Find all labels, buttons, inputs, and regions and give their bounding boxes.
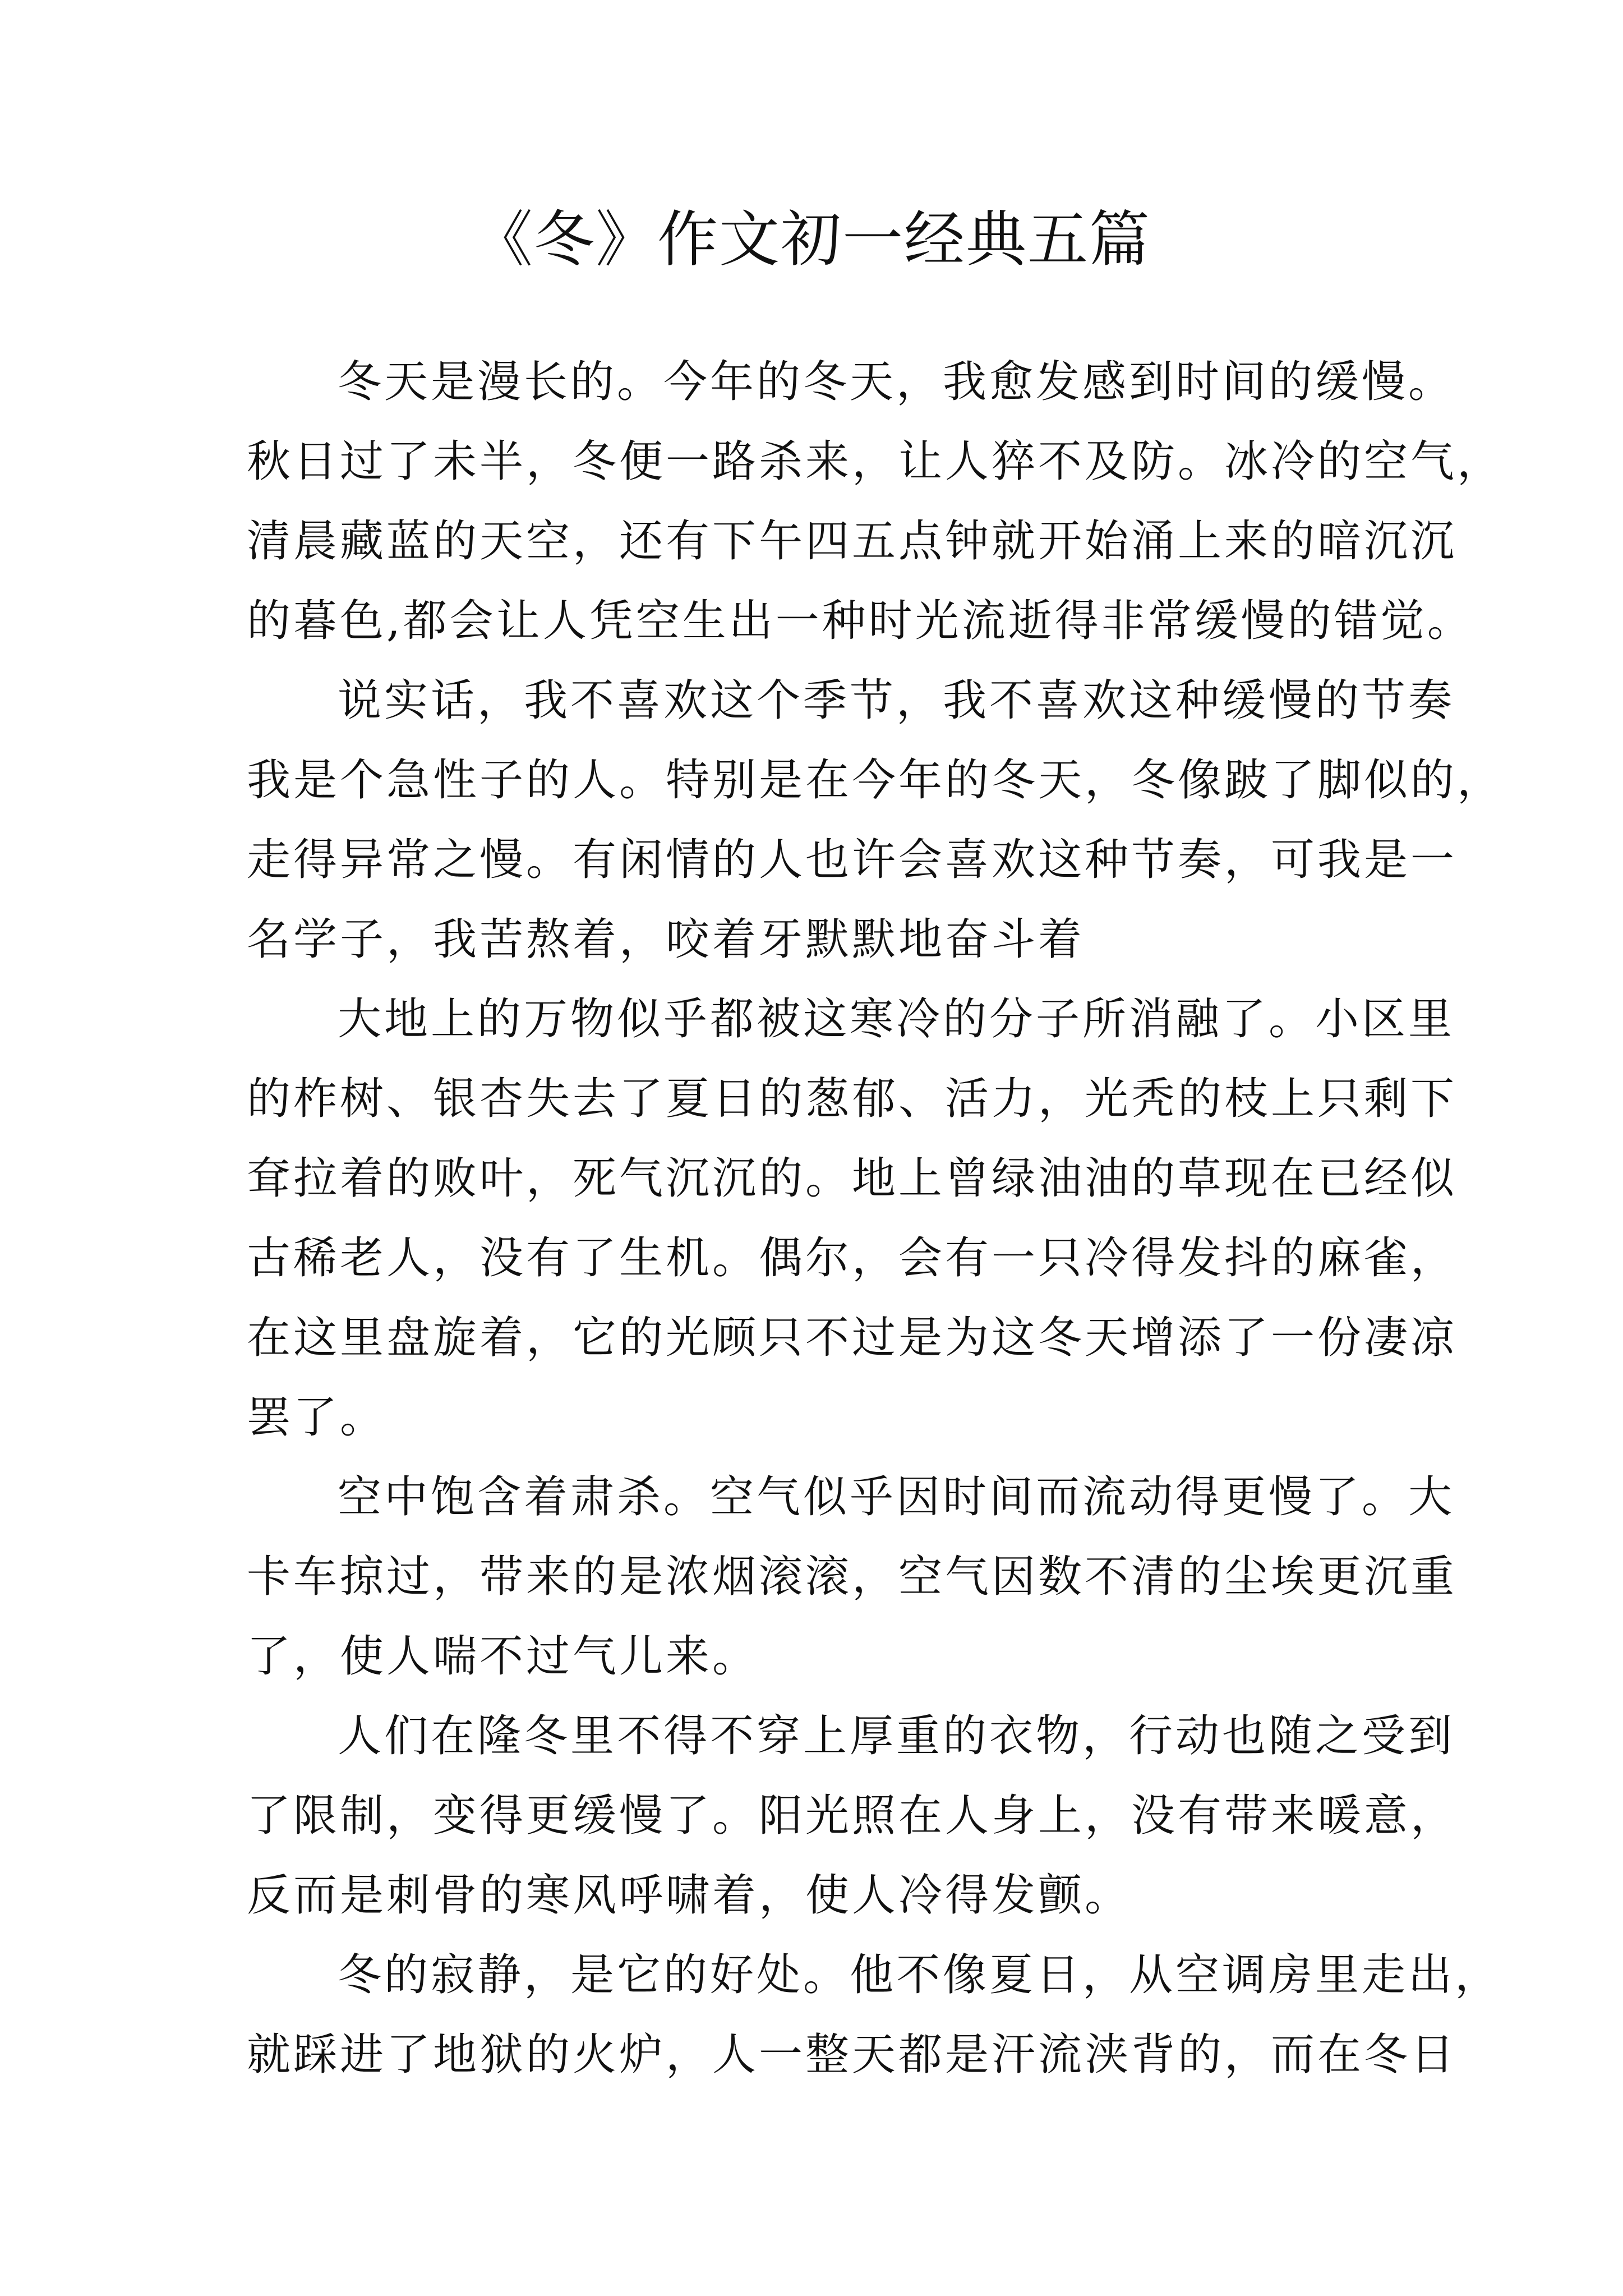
text-line: 了，使人喘不过气儿来。	[247, 1631, 759, 1682]
text-line: 大地上的万物似乎都被这寒冷的分子所消融了。小区里	[338, 994, 1455, 1045]
text-line: 冬天是漫长的。今年的冬天，我愈发感到时间的缓慢。	[338, 357, 1455, 407]
text-line: 的柞树、银杏失去了夏日的葱郁、活力，光秃的枝上只剩下	[247, 1074, 1458, 1124]
text-line: 冬的寂静，是它的好处。他不像夏日，从空调房里走出，	[338, 1950, 1502, 2000]
text-line: 空中饱含着肃杀。空气似乎因时间而流动得更慢了。大	[338, 1472, 1455, 1522]
document-body	[247, 342, 1504, 2095]
text-line: 走得异常之慢。有闲情的人也许会喜欢这种节奏，可我是一	[247, 835, 1458, 885]
text-line: 卡车掠过，带来的是浓烟滚滚，空气因数不清的尘埃更沉重	[247, 1552, 1458, 1602]
text-line: 耷拉着的败叶，死气沉沉的。地上曾绿油油的草现在已经似	[247, 1153, 1458, 1204]
text-line: 在这里盘旋着，它的光顾只不过是为这冬天增添了一份凄凉	[247, 1313, 1458, 1363]
text-line: 名学子，我苦熬着，咬着牙默默地奋斗着	[247, 914, 1085, 965]
text-line: 说实话，我不喜欢这个季节，我不喜欢这种缓慢的节奏	[338, 675, 1455, 726]
text-line: 的暮色,都会让人凭空生出一种时光流逝得非常缓慢的错觉。	[247, 596, 1474, 646]
document-title: 《冬》作文初一经典五篇	[472, 205, 1151, 275]
text-line: 人们在隆冬里不得不穿上厚重的衣物，行动也随之受到	[338, 1711, 1455, 1761]
text-line: 反而是刺骨的寒风呼啸着，使人冷得发颤。	[247, 1870, 1132, 1921]
text-line: 了限制，变得更缓慢了。阳光照在人身上，没有带来暖意，	[247, 1791, 1458, 1841]
text-line: 古稀老人，没有了生机。偶尔，会有一只冷得发抖的麻雀，	[247, 1233, 1458, 1283]
text-line: 清晨藏蓝的天空，还有下午四五点钟就开始涌上来的暗沉沉	[247, 516, 1458, 567]
text-line: 秋日过了未半，冬便一路杀来，让人猝不及防。冰冷的空气，	[247, 436, 1504, 487]
text-line: 我是个急性子的人。特别是在今年的冬天，冬像跛了脚似的，	[247, 755, 1504, 806]
text-line: 就踩进了地狱的火炉，人一整天都是汗流浃背的，而在冬日	[247, 2030, 1458, 2080]
text-line: 罢了。	[247, 1392, 387, 1443]
